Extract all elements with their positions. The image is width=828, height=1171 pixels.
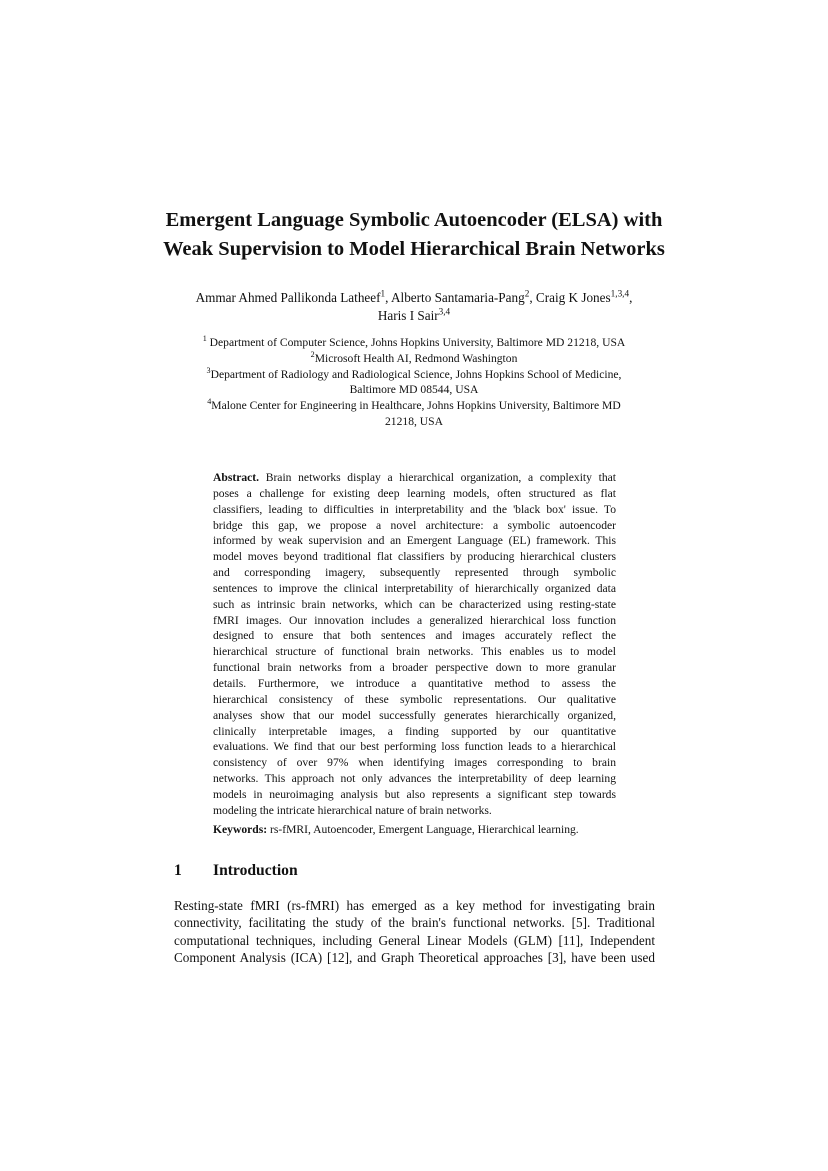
abstract-line: modeling the intricate hierarchical nature of brain networks. xyxy=(213,803,492,817)
affiliation-text: Microsoft Health AI, Redmond Washington xyxy=(314,351,518,365)
body-line: Component Analysis (ICA) [12], and Graph Theoretical approaches [3], have been used xyxy=(174,950,655,966)
paper-title xyxy=(150,206,678,264)
affiliation-sup: 1 xyxy=(202,334,207,344)
section-heading xyxy=(174,861,654,881)
abstract-line: informed by weak supervision and an Emergent Language (EL) framework. This xyxy=(213,534,616,548)
author-affil-sup: 3,4 xyxy=(438,306,451,317)
author-list xyxy=(130,289,698,325)
body-line: Resting-state fMRI (rs-fMRI) has emerged as a key method for investigating brain xyxy=(174,898,655,913)
affiliation-sup: 3 xyxy=(206,365,211,375)
abstract-line: bridge this gap, we propose a novel architecture: a symbolic autoencoder xyxy=(213,518,616,532)
keywords-label: Keywords: xyxy=(213,823,268,836)
abstract-line: evaluations. We find that our best performing loss function leads to a hierarchical xyxy=(213,740,616,754)
affiliation-line xyxy=(160,382,668,398)
section-number: 1 xyxy=(174,862,182,879)
affiliation-text: Baltimore MD 08544, USA xyxy=(349,383,479,397)
body-line: computational techniques, including General Linear Models (GLM) [11], Independent xyxy=(174,932,655,948)
abstract-line: hierarchical consistency of these symbolic representations. Our qualitative xyxy=(213,692,616,706)
abstract-line: Abstract. Brain networks display a hierarchical organization, a complexity that xyxy=(213,471,616,484)
abstract-line: designed to ensure that both sentences and images accurately reflect the xyxy=(213,629,616,643)
keywords-text: rs-fMRI, Autoencoder, Emergent Language, Hierarchical learning. xyxy=(267,823,579,836)
author-line xyxy=(130,289,698,307)
affiliation-text: Department of Radiology and Radiological Science, Johns Hopkins School of Medicine, xyxy=(210,367,622,381)
abstract-line: models in neuroimaging analysis but also represents a significant step towards xyxy=(213,787,616,801)
author-name: , Craig K Jones xyxy=(529,290,611,305)
author-affil-sup: 1,3,4 xyxy=(610,288,630,299)
abstract-line: classifiers, leading to difficulties in interpretability and the 'black box' issue. To xyxy=(213,502,616,516)
abstract-label: Abstract. xyxy=(213,471,260,484)
abstract-line: networks. This approach not only advances the interpretability of deep learning xyxy=(213,772,616,786)
abstract-line: fMRI images. Our innovation includes a generalized hierarchical loss function xyxy=(213,613,616,627)
affiliation-text: Malone Center for Engineering in Healthcare, Johns Hopkins University, Baltimore MD xyxy=(211,399,621,413)
title-line: Emergent Language Symbolic Autoencoder (ELSA) with xyxy=(165,209,663,231)
affiliation-sup: 4 xyxy=(207,397,212,407)
keywords xyxy=(213,822,616,837)
introduction-body xyxy=(174,897,655,967)
abstract-line: model moves beyond traditional flat classifiers by producing hierarchical clusters xyxy=(213,550,616,564)
abstract-line: such as intrinsic brain networks, which can be characterized using resting-state xyxy=(213,597,616,611)
title-line: Weak Supervision to Model Hierarchical Brain Networks xyxy=(163,238,665,260)
affiliation-line xyxy=(160,398,668,414)
author-line xyxy=(130,307,698,325)
affiliation-line xyxy=(160,335,668,351)
affiliation-line xyxy=(160,351,668,367)
author-name: Ammar Ahmed Pallikonda Latheef xyxy=(195,290,381,305)
author-name: Haris I Sair xyxy=(377,308,439,323)
affiliation-sup: 2 xyxy=(310,349,315,359)
abstract-line: and corresponding imagery, subsequently represented through symbolic xyxy=(213,566,616,580)
abstract-line: poses a challenge for existing deep learning models, often structured as flat xyxy=(213,486,616,500)
abstract-line: functional brain networks from a broader perspective down to more granular xyxy=(213,661,616,675)
affiliation-text: 21218, USA xyxy=(385,414,443,428)
affiliation-text: Department of Computer Science, Johns Hopkins University, Baltimore MD 21218, USA xyxy=(206,336,626,349)
affiliation-line xyxy=(160,414,668,430)
section-title: Introduction xyxy=(213,862,298,879)
affiliation-list xyxy=(160,335,668,430)
author-separator: , xyxy=(629,290,633,305)
author-affil-sup: 2 xyxy=(524,288,530,299)
author-name: , Alberto Santamaria-Pang xyxy=(385,290,525,305)
affiliation-line xyxy=(160,367,668,383)
abstract-line: clinically interpretable images, a finding supported by our quantitative xyxy=(213,724,616,738)
abstract-line: details. Furthermore, we introduce a quantitative method to assess the xyxy=(213,676,616,690)
abstract-line: analyses show that our model successfully generates hierarchically organized, xyxy=(213,708,616,722)
body-line: connectivity, facilitating the study of the brain's functional networks. [5]. Traditional xyxy=(174,915,655,931)
abstract xyxy=(213,470,616,819)
abstract-line: sentences to improve the clinical interpretability of hierarchically organized data xyxy=(213,581,616,595)
abstract-line: consistency of over 97% when identifying images corresponding to brain xyxy=(213,756,616,770)
author-affil-sup: 1 xyxy=(380,288,386,299)
abstract-line: hierarchical structure of functional brain networks. This enables us to model xyxy=(213,645,616,659)
